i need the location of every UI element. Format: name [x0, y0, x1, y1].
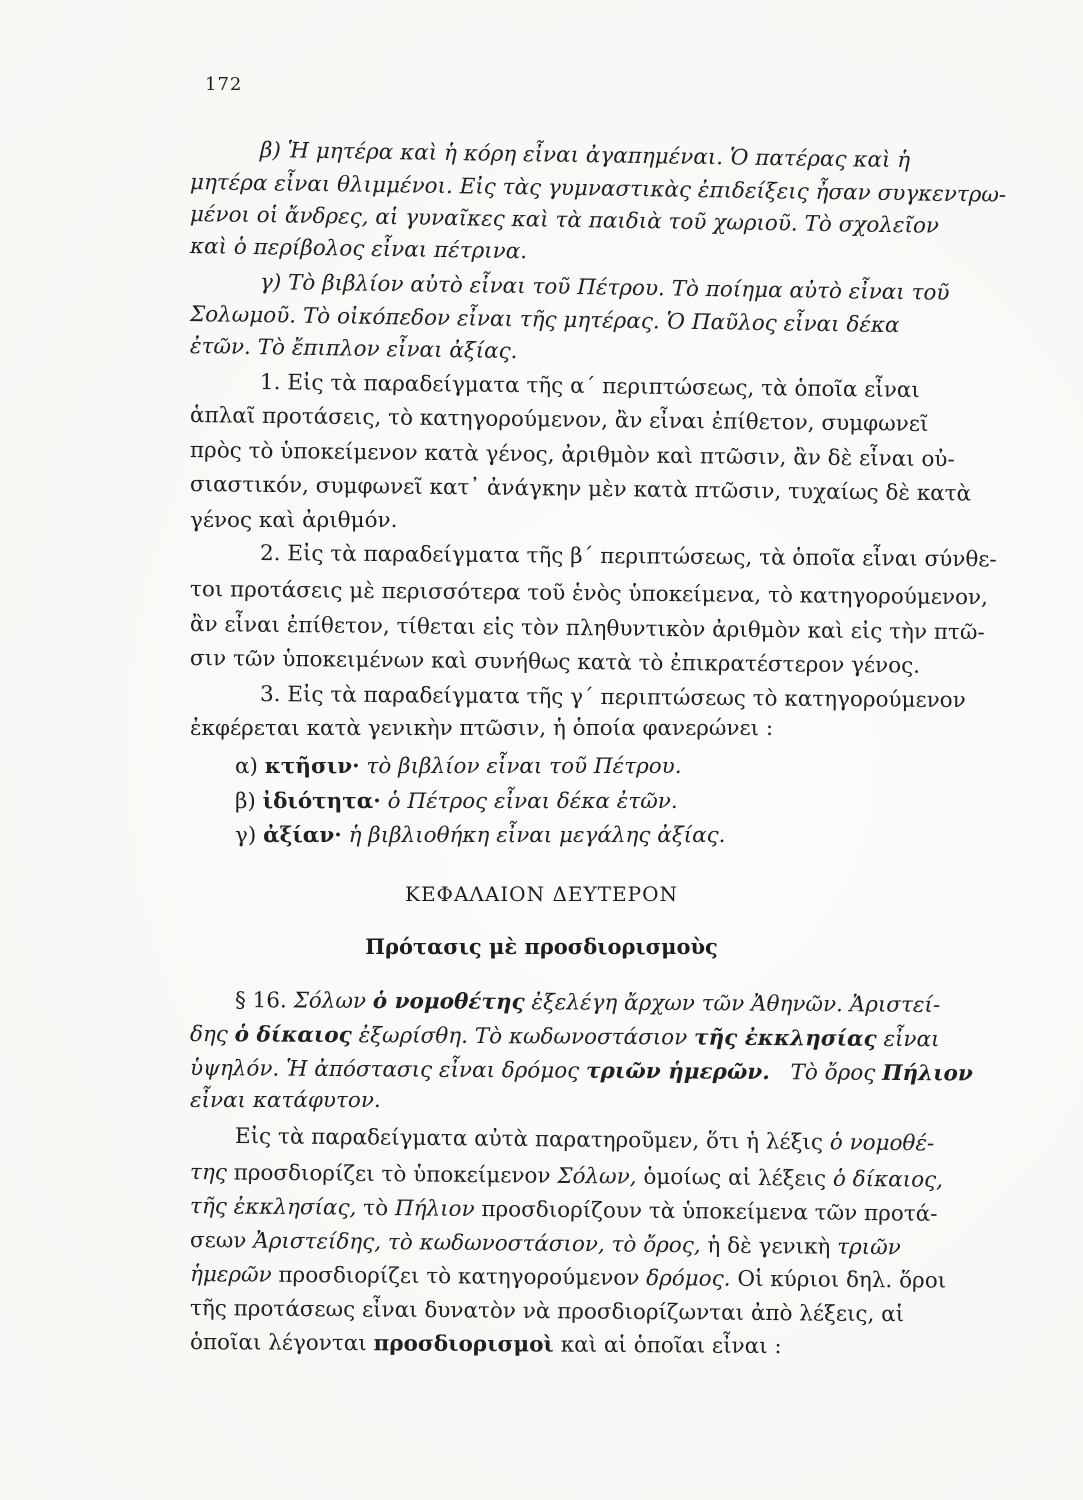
example-word: Σόλων,: [557, 1163, 637, 1190]
example-word: τριῶν: [837, 1234, 901, 1261]
example-word: ἐξωρίσθη. Τὸ κωδωνοστάσιον: [358, 1023, 688, 1051]
text-line: 2. Εἰς τὰ παραδείγματα τῆς β΄ περιπτώσεως, τὰ ὁποῖα εἶναι σύνθε-: [259, 541, 997, 573]
section-16-line: [190, 1024, 940, 1051]
list-bold-term: ἰδιότητα·: [262, 789, 381, 814]
example-word: Πήλιον: [394, 1196, 475, 1222]
explanation-line: τῆς προτάσεως εἶναι δυνατὸν νὰ προσδιορίζωνται ἀπὸ λέξεις, αἱ: [189, 1296, 905, 1328]
example-word: τῆς ἐκκλησίας,: [189, 1194, 357, 1221]
text-line: τοι προτάσεις μὲ περισσότερα τοῦ ἑνὸς ὑποκείμενα, τὸ κατηγορούμενον,: [189, 577, 989, 611]
example-word: της: [189, 1160, 227, 1186]
explanation-line: [190, 1162, 943, 1191]
list-bold-term: κτῆσιν·: [264, 754, 360, 779]
example-word: ἐξελέγη ἄρχων τῶν Ἀθηνῶν. Ἀριστεί-: [531, 990, 941, 1018]
list-label: β): [235, 789, 256, 814]
text-line: Σολωμοῦ. Τὸ οἰκόπεδον εἶναι τῆς μητέρας. Ὁ Παῦλος εἶναι δέκα: [189, 302, 900, 339]
example-word: ἡμερῶν: [189, 1262, 272, 1288]
example-word: δρόμος.: [646, 1265, 731, 1292]
explanation-text: τὸ: [363, 1195, 389, 1222]
section-16-line: εἶναι κατάφυτον.: [190, 1088, 381, 1113]
list-example: ὁ Πέτρος εἶναι δέκα ἐτῶν.: [387, 789, 678, 814]
explanation-line: [190, 1332, 782, 1358]
section-16-line: [235, 990, 940, 1016]
chapter-title: ΚΕΦΑΛΑΙΟΝ ΔΕΥΤΕΡΟΝ: [405, 882, 678, 906]
text-line: μένοι οἱ ἄνδρες, αἱ γυναῖκες καὶ τὰ παιδιὰ τοῦ χωριοῦ. Τὸ σχολεῖον: [189, 202, 940, 239]
text-line: πρὸς τὸ ὑποκείμενον κατὰ γένος, ἀριθμὸν καὶ πτῶσιν, ἂν δὲ εἶναι οὐ-: [189, 438, 955, 473]
explanation-text: καὶ αἱ ὁποῖαι εἶναι :: [560, 1332, 782, 1360]
list-item-alpha: [235, 756, 682, 778]
list-label: γ): [235, 823, 257, 848]
text-line: ἁπλαῖ προτάσεις, τὸ κατηγορούμενον, ἂν εἶναι ἐπίθετον, συμφωνεῖ: [189, 403, 929, 438]
list-bold-term: ἀξίαν·: [263, 823, 342, 848]
emphasized-attribute: Πήλιον: [882, 1060, 973, 1087]
emphasized-attribute: ὁ νομοθέτης: [372, 988, 525, 1016]
example-word: ὑψηλόν. Ἡ ἀπόστασις εἶναι δρόμος: [189, 1056, 580, 1084]
emphasized-attribute: τριῶν ἡμερῶν.: [586, 1058, 770, 1086]
section-number: § 16.: [234, 988, 287, 1014]
text-line: ἐκφέρεται κατὰ γενικὴν πτῶσιν, ἡ ὁποία φανερώνει :: [190, 716, 774, 741]
explanation-text: προσδιορίζει τὸ ὑποκείμενον: [233, 1160, 551, 1189]
section-title: Πρότασις μὲ προσδιορισμοὺς: [365, 934, 718, 959]
example-word: Σόλων: [293, 988, 367, 1014]
page-number: 172: [205, 74, 243, 95]
explanation-text: σεων: [189, 1228, 247, 1254]
text-line: γένος καὶ ἀριθμόν.: [190, 508, 398, 533]
explanation-line: [190, 1196, 938, 1225]
example-word: ὁ δίκαιος,: [832, 1166, 944, 1193]
explanation-text: ἡ δὲ γενικὴ: [707, 1233, 831, 1260]
list-item-beta: [235, 791, 678, 813]
example-word: δης: [189, 1022, 228, 1048]
explanation-text: ὁμοίως αἱ λέξεις: [643, 1164, 827, 1192]
list-example: τὸ βιβλίον εἶναι τοῦ Πέτρου.: [366, 754, 682, 779]
text-line: β) Ἡ μητέρα καὶ ἡ κόρη εἶναι ἀγαπημέναι. Ὁ πατέρας καὶ ἡ: [259, 138, 911, 174]
list-example: ἡ βιβλιοθήκη εἶναι μεγάλης ἀξίας.: [348, 823, 726, 848]
explanation-text: Οἱ κύριοι δηλ. ὅροι: [737, 1266, 947, 1294]
text-line: 3. Εἰς τὰ παραδείγματα τῆς γ΄ περιπτώσεως τὸ κατηγορούμενον: [259, 682, 966, 714]
text-line: ἂν εἶναι ἐπίθετον, τίθεται εἰς τὸν πληθυντικὸν ἀριθμὸν καὶ εἰς τὴν πτῶ-: [189, 612, 985, 646]
section-16-line: [190, 1058, 973, 1085]
text-line: σιν τῶν ὑποκειμένων καὶ συνήθως κατὰ τὸ ἐπικρατέστερον γένος.: [189, 646, 921, 679]
explanation-text: προσδιορίζουν τὰ ὑποκείμενα τῶν προτά-: [481, 1197, 938, 1227]
example-word: εἶναι: [883, 1026, 940, 1053]
emphasized-term: προσδιορισμοὶ: [373, 1331, 554, 1358]
text-line: σιαστικόν, συμφωνεῖ κατ᾽ ἀνάγκην μὲν κατὰ πτῶσιν, τυχαίως δὲ κατὰ: [189, 472, 972, 507]
list-label: α): [235, 754, 258, 779]
text-line: 1. Εἰς τὰ παραδείγματα τῆς α΄ περιπτώσεως, τὰ ὁποῖα εἶναι: [259, 370, 920, 404]
explanation-text: προσδιορίζει τὸ κατηγορούμενον: [278, 1262, 640, 1291]
text-line: καὶ ὁ περίβολος εἶναι πέτρινα.: [189, 234, 528, 265]
explanation-line: [190, 1264, 946, 1292]
emphasized-attribute: τῆς ἐκκλησίας: [693, 1025, 877, 1052]
text-line: γ) Τὸ βιβλίον αὐτὸ εἶναι τοῦ Πέτρου. Τὸ ποίημα αὐτὸ εἶναι τοῦ: [259, 270, 950, 306]
text-line: μητέρα εἶναι θλιμμένοι. Εἰς τὰς γυμναστικὰς ἐπιδείξεις ἦσαν συγκεντρω-: [189, 170, 1007, 208]
explanation-line: [190, 1230, 901, 1259]
explanation-text: ὁποῖαι λέγονται: [189, 1330, 367, 1357]
example-word: ὁ νομοθέ-: [829, 1130, 935, 1157]
example-word: Ἀριστείδης, τὸ κωδωνοστάσιον, τὸ ὄρος,: [253, 1228, 701, 1259]
list-item-gamma: [235, 825, 726, 847]
emphasized-attribute: ὁ δίκαιος: [234, 1022, 352, 1049]
example-word: Τὸ ὄρος: [790, 1060, 876, 1086]
explanation-text: Εἰς τὰ παραδείγματα αὐτὰ παρατηροῦμεν, ὅτι ἡ λέξις: [234, 1124, 824, 1156]
text-line: ἐτῶν. Τὸ ἔπιπλον εἶναι ἀξίας.: [189, 334, 518, 365]
explanation-line: [235, 1126, 934, 1155]
